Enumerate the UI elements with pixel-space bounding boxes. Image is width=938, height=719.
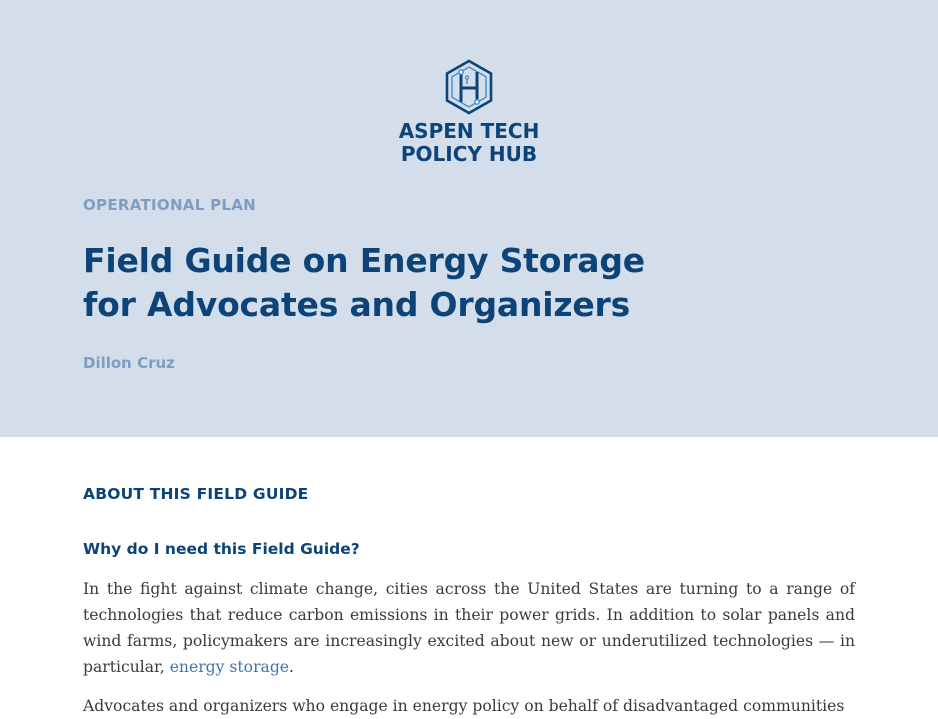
- paragraph-2: Advocates and organizers who engage in energy policy on behalf of disadvantaged communities: [83, 697, 845, 715]
- logo[interactable]: [0, 58, 938, 166]
- hexagon-h-circuit-icon: [443, 58, 495, 116]
- logo-line-2: POLICY HUB: [400, 142, 538, 166]
- page-title: [83, 239, 843, 327]
- title-line-2: for Advocates and Organizers: [83, 285, 631, 324]
- logo-line-1: ASPEN TECH: [398, 119, 540, 143]
- author-name: Dillon Cruz: [83, 354, 175, 372]
- paragraph-1-end: .: [289, 658, 294, 676]
- energy-storage-link[interactable]: energy storage: [169, 658, 290, 676]
- subheading: Why do I need this Field Guide?: [83, 540, 360, 558]
- paragraph-1-text: In the fight against climate change, cities across the United States are turning to a range of technologies that reduce carbon emissions in their power grids. In addition to solar panels and wind farms, policymakers are increasingly excited about new or underutilized technologies — in particular,: [83, 580, 855, 676]
- section-heading: ABOUT THIS FIELD GUIDE: [83, 485, 309, 503]
- paragraph-1: [83, 576, 855, 680]
- logo-wordmark: [0, 120, 938, 166]
- document-type: OPERATIONAL PLAN: [83, 196, 257, 214]
- title-line-1: Field Guide on Energy Storage: [83, 241, 645, 280]
